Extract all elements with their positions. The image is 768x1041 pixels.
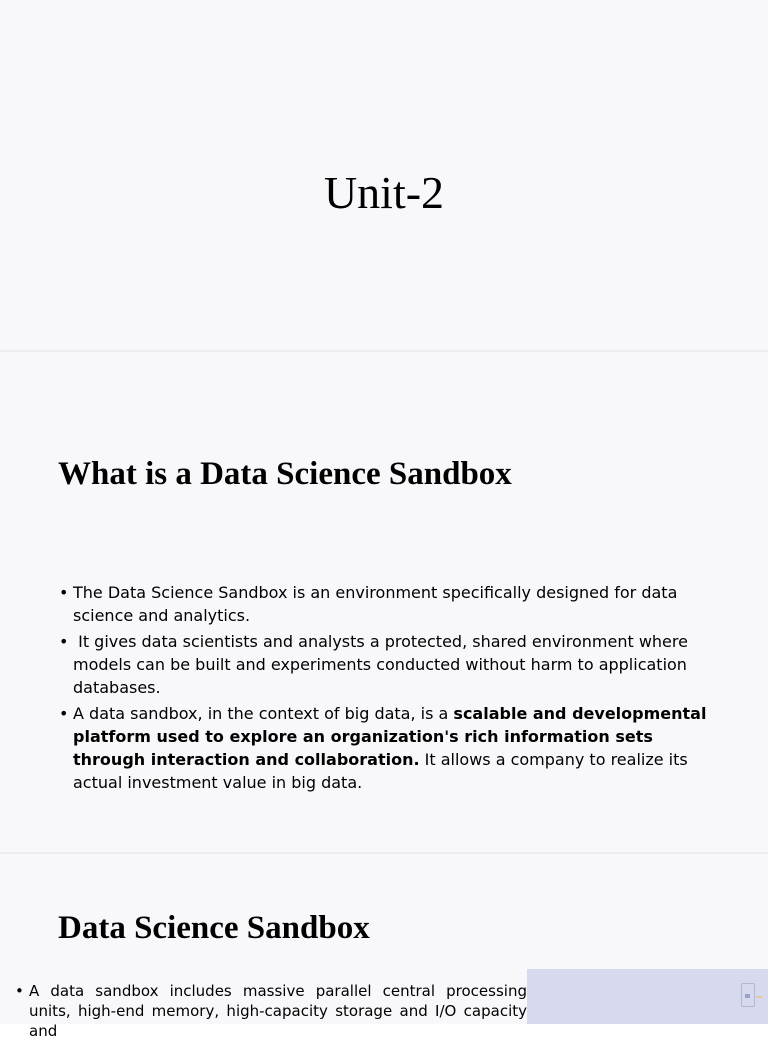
slide-title: Unit-2 — [323, 167, 445, 218]
side-panel — [527, 969, 768, 1024]
document-icon[interactable] — [741, 983, 755, 1007]
bullet-text: The Data Science Sandbox is an environment specifically designed for data science and analytics. — [73, 583, 678, 625]
bullet-bold-text: scalable and developmental platform used to explore an organization's rich information sets through interaction and collaboration. — [73, 704, 707, 769]
bullet-text: A data sandbox, in the context of big data, is a — [73, 704, 454, 723]
bullet-item — [15, 981, 527, 1041]
bullet-text: It gives data scientists and analysts a protected, shared environment where models can be built and experiments conducted without harm to application databases. — [73, 632, 694, 697]
accent-mark — [756, 996, 762, 998]
bullet-item — [59, 702, 719, 794]
bullet-item — [59, 581, 719, 627]
slide-heading: Data Science Sandbox — [58, 910, 370, 946]
bullet-list — [15, 981, 527, 1041]
bullet-text: It allows a company to realize its actual investment value in big data. — [73, 750, 688, 792]
bullet-item — [59, 630, 719, 699]
bullet-text: A data sandbox includes massive parallel central processing units, high-end memory, high-capacity storage and I/O capacity and — [29, 982, 527, 1040]
bullet-list — [59, 581, 719, 797]
slide-heading: What is a Data Science Sandbox — [58, 456, 512, 492]
